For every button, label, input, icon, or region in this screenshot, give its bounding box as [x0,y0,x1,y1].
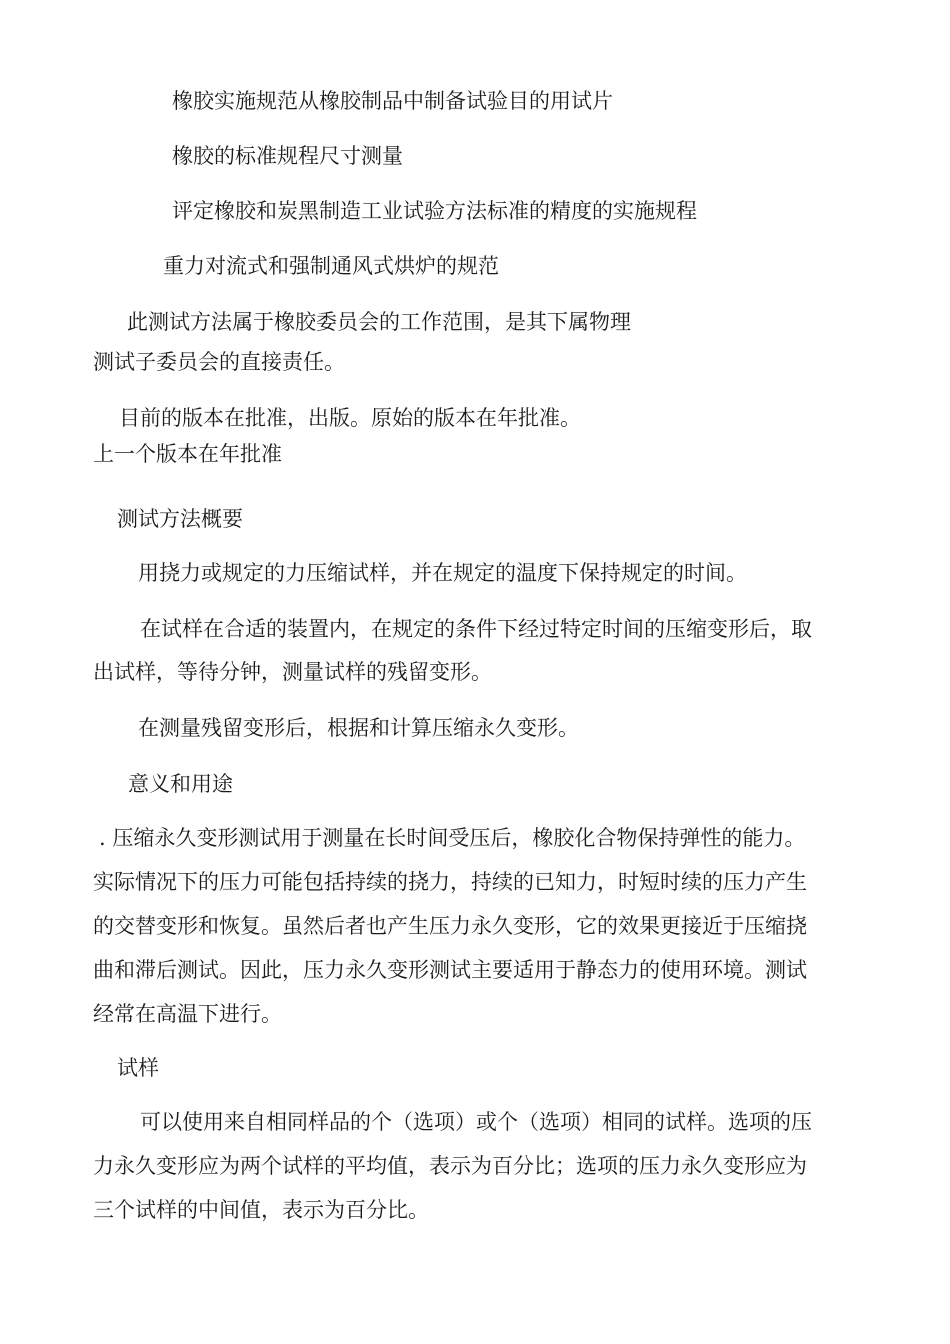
paragraph-line: 测试子委员会的直接责任。 [93,350,345,374]
reference-item-3: 评定橡胶和炭黑制造工业试验方法标准的精度的实施规程 [172,199,697,223]
paragraph-line: 可以使用来自相同样品的个（选项）或个（选项）相同的试样。选项的压 [140,1110,812,1134]
significance-paragraph [93,824,807,1028]
paragraph-line: 上一个版本在年批准 [93,442,282,466]
jurisdiction-paragraph [93,308,631,376]
summary-paragraph-1: 用挠力或规定的力压缩试样，并在规定的温度下保持规定的时间。 [138,561,747,585]
section-heading-significance: 意义和用途 [128,772,233,796]
section-heading-specimen: 试样 [117,1056,159,1080]
paragraph-line: 在试样在合适的装置内，在规定的条件下经过特定时间的压缩变形后，取 [140,617,812,641]
paragraph-line: 此测试方法属于橡胶委员会的工作范围，是其下属物理 [127,310,631,334]
paragraph-line: 力永久变形应为两个试样的平均值，表示为百分比；选项的压力永久变形应为 [93,1154,807,1178]
paragraph-line: . 压缩永久变形测试用于测量在长时间受压后，橡胶化合物保持弹性的能力。 [99,826,806,850]
section-heading-summary: 测试方法概要 [117,507,243,531]
edition-paragraph [93,404,581,468]
paragraph-line: 曲和滞后测试。因此，压力永久变形测试主要适用于静态力的使用环境。测试 [93,958,807,982]
summary-paragraph-3: 在测量残留变形后，根据和计算压缩永久变形。 [138,716,579,740]
reference-item-1: 橡胶实施规范从橡胶制品中制备试验目的用试片 [172,89,613,113]
reference-item-2: 橡胶的标准规程尺寸测量 [172,144,403,168]
reference-item-4: 重力对流式和强制通风式烘炉的规范 [163,254,499,278]
paragraph-line: 三个试样的中间值，表示为百分比。 [93,1198,429,1222]
paragraph-line: 实际情况下的压力可能包括持续的挠力，持续的已知力，时短时续的压力产生 [93,870,807,894]
summary-paragraph-2 [93,615,812,686]
paragraph-line: 目前的版本在批准，出版。原始的版本在年批准。 [119,406,581,430]
paragraph-line: 出试样，等待分钟，测量试样的残留变形。 [93,660,492,684]
specimen-paragraph [93,1108,812,1224]
paragraph-line: 的交替变形和恢复。虽然后者也产生压力永久变形，它的效果更接近于压缩挠 [93,914,807,938]
paragraph-line: 经常在高温下进行。 [93,1002,282,1026]
